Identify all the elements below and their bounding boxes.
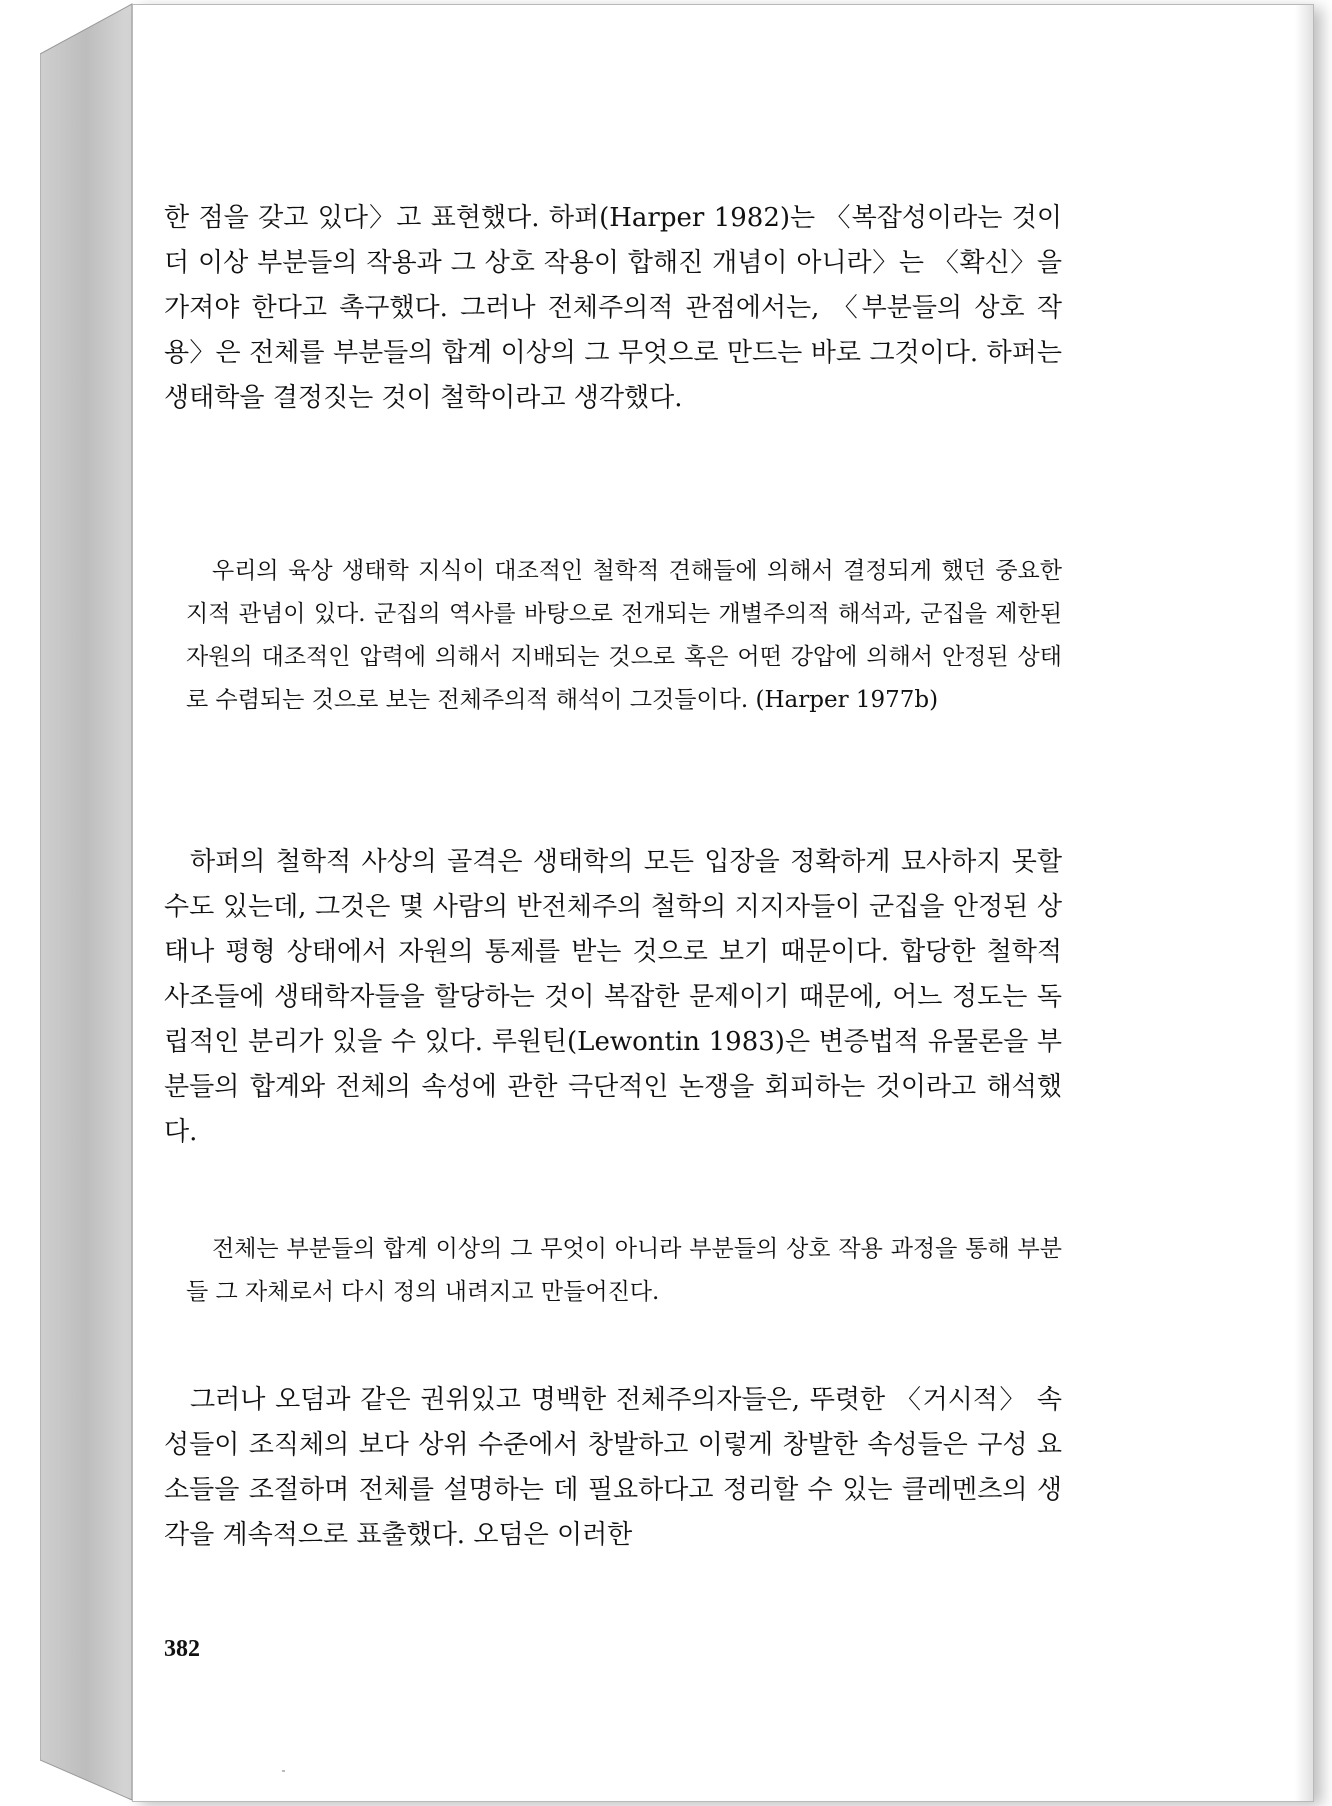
paragraph-2: 하퍼의 철학적 사상의 골격은 생태학의 모든 입장을 정확하게 묘사하지 못할 수도 있는데, 그것은 몇 사람의 반전체주의 철학의 지지자들이 군집을 안정된 상태나 평형 상태에서 자원의 통제를 받는 것으로 보기 때문이다. 합당한 철학적 사조들에 생태학자들을 할당하는 것이 복잡한 문제이기 때문에, 어느 정도는 독립적인 분리가 있을 수 있다. 루원틴(Lewontin 1983)은 변증법적 유물론을 부분들의 합계와 전체의 속성에 관한 극단적인 논쟁을 회피하는 것이라고 해석했다. [164, 847, 1062, 1147]
page-number: 382 [164, 1636, 200, 1662]
paragraph-1: 한 점을 갖고 있다〉고 표현했다. 하퍼(Harper 1982)는 〈복잡성이라는 것이 더 이상 부분들의 작용과 그 상호 작용이 합해진 개념이 아니라〉는 〈확신〉을 가져야 한다고 촉구했다. 그러나 전체주의적 관점에서는, 〈부분들의 상호 작용〉은 전체를 부분들의 합계 이상의 그 무엇으로 만드는 바로 그것이다. 하퍼는 생태학을 결정짓는 것이 철학이라고 생각했다. [164, 203, 1062, 413]
book-spine [40, 0, 136, 1806]
block-quote-1: 우리의 육상 생태학 지식이 대조적인 철학적 견해들에 의해서 결정되게 했던 중요한 지적 관념이 있다. 군집의 역사를 바탕으로 전개되는 개별주의적 해석과, 군집을 제한된 자원의 대조적인 압력에 의해서 지배되는 것으로 혹은 어떤 강압에 의해서 안정된 상태로 수렴되는 것으로 보는 전체주의적 해석이 그것들이다. (Harper 1977b) [186, 558, 1062, 713]
scan-speck [282, 1770, 285, 1772]
block-quote-2: 전체는 부분들의 합계 이상의 그 무엇이 아니라 부분들의 상호 작용 과정을 통해 부분들 그 자체로서 다시 정의 내려지고 만들어진다. [186, 1236, 1062, 1305]
page-edge-shadow [1295, 5, 1313, 1801]
paragraph-3: 그러나 오덤과 같은 권위있고 명백한 전체주의자들은, 뚜렷한 〈거시적〉 속성들이 조직체의 보다 상위 수준에서 창발하고 이렇게 창발한 속성들은 구성 요소들을 조절하며 전체를 설명하는 데 필요하다고 정리할 수 있는 클레멘츠의 생각을 계속적으로 표출했다. 오덤은 이러한 [164, 1385, 1062, 1550]
